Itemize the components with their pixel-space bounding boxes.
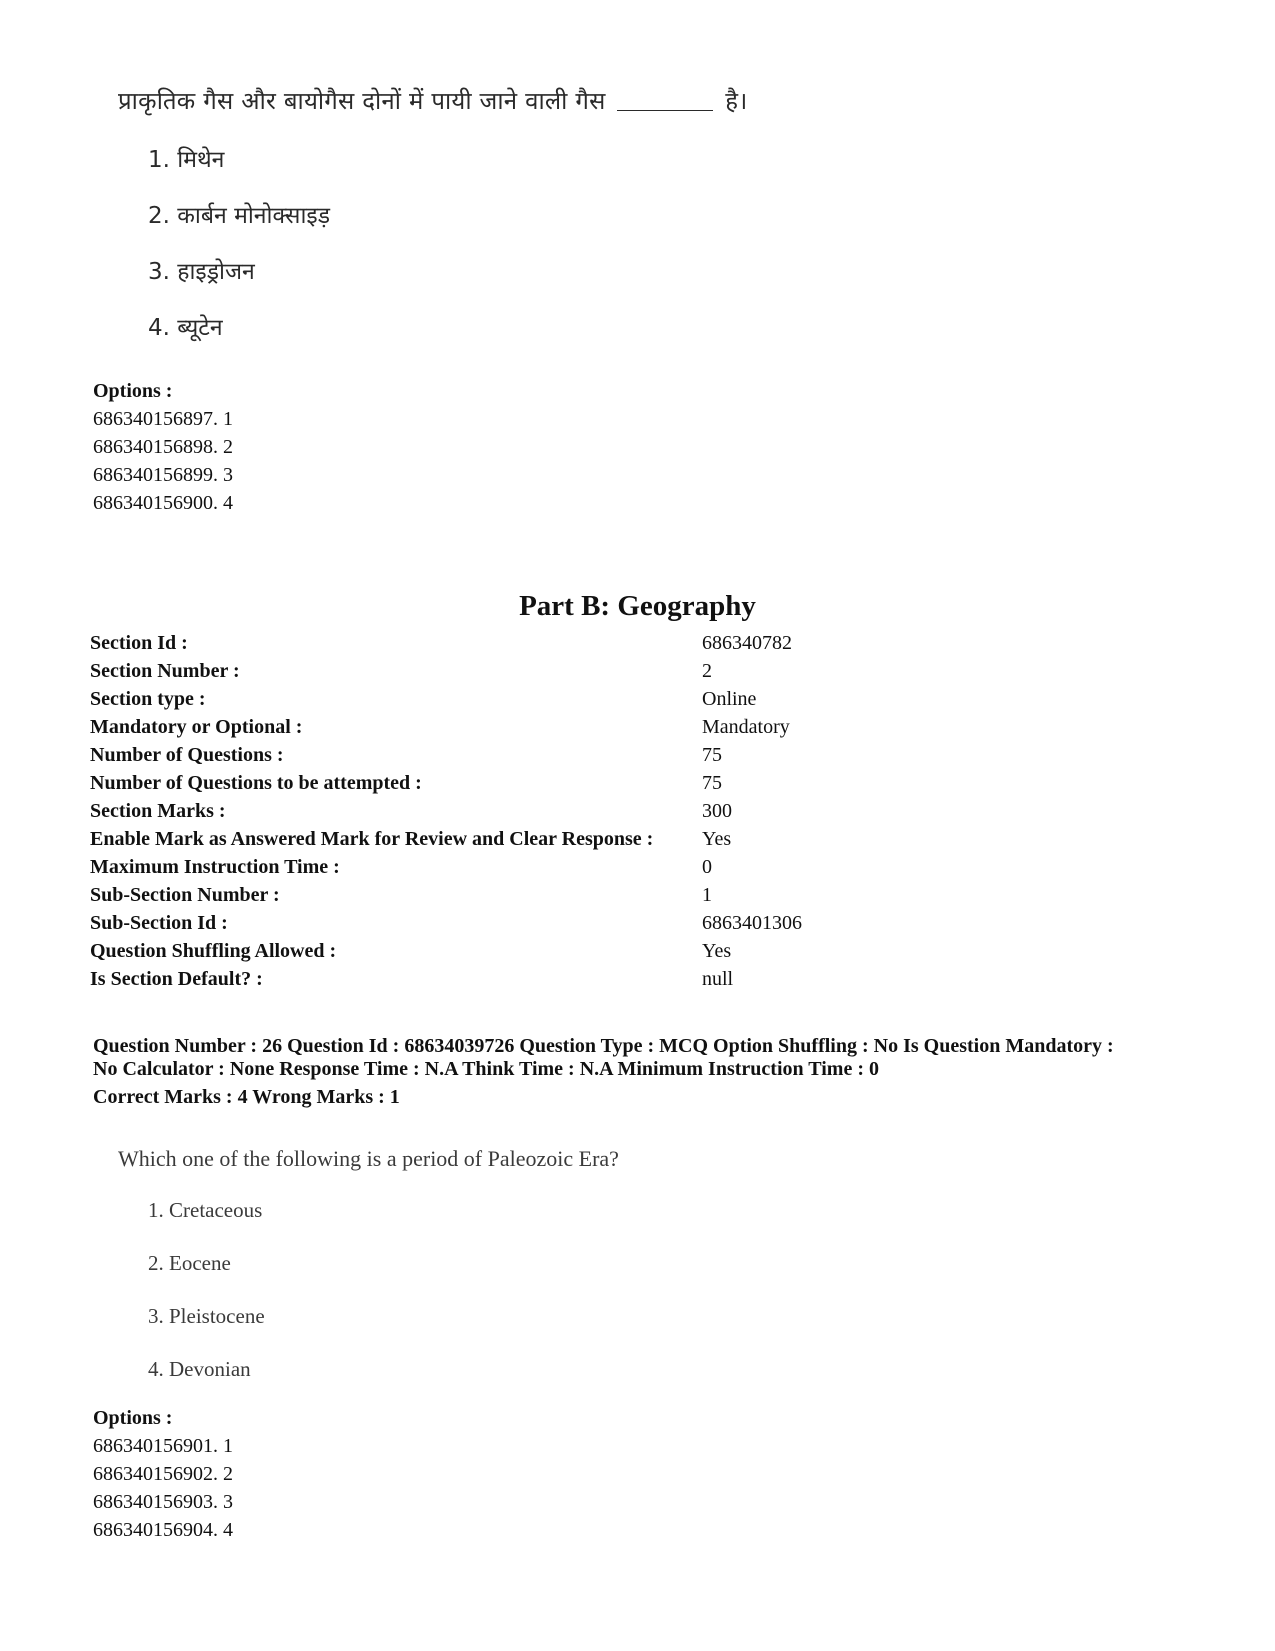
info-label: Mandatory or Optional : <box>90 716 303 738</box>
section-title: Part B: Geography <box>519 590 756 622</box>
info-value: 6863401306 <box>702 912 802 934</box>
section-info-row <box>90 772 990 800</box>
question-25-choice-4: 4. ब्यूटेन <box>148 315 223 341</box>
info-label: Section Number : <box>90 660 240 682</box>
section-info-row <box>90 828 990 856</box>
question-26-choice-2: 2. Eocene <box>148 1251 231 1275</box>
info-value: Mandatory <box>702 716 790 738</box>
section-info-row <box>90 688 990 716</box>
question-25-choice-3: 3. हाइड्रोजन <box>148 259 255 285</box>
question-25-option-2: 686340156898. 2 <box>93 436 233 458</box>
question-25-choice-1: 1. मिथेन <box>148 147 225 173</box>
question-26-option-1: 686340156901. 1 <box>93 1435 233 1457</box>
info-value: 75 <box>702 744 722 766</box>
info-value: Yes <box>702 828 732 850</box>
section-info-row <box>90 716 990 744</box>
info-value: Online <box>702 688 757 710</box>
info-label: Sub-Section Id : <box>90 912 228 934</box>
info-label: Question Shuffling Allowed : <box>90 940 337 962</box>
question-26-meta-line-2: No Calculator : None Response Time : N.A Think Time : N.A Minimum Instruction Time : 0 <box>93 1058 879 1080</box>
question-25-option-3: 686340156899. 3 <box>93 464 233 486</box>
question-25-text-after: है। <box>725 87 748 115</box>
question-25-choice-2: 2. कार्बन मोनोक्साइड़ <box>148 203 331 229</box>
info-value: 300 <box>702 800 732 822</box>
info-value: 0 <box>702 856 712 878</box>
question-25-option-4: 686340156900. 4 <box>93 492 233 514</box>
fill-in-blank <box>617 110 713 111</box>
question-26-options-label: Options : <box>93 1407 173 1429</box>
section-info-row <box>90 660 990 688</box>
info-label: Number of Questions to be attempted : <box>90 772 422 794</box>
info-label: Enable Mark as Answered Mark for Review and Clear Response : <box>90 828 654 850</box>
info-label: Number of Questions : <box>90 744 284 766</box>
question-26-option-3: 686340156903. 3 <box>93 1491 233 1513</box>
info-value: 686340782 <box>702 632 792 654</box>
question-25-option-1: 686340156897. 1 <box>93 408 233 430</box>
section-info-row <box>90 744 990 772</box>
info-label: Maximum Instruction Time : <box>90 856 340 878</box>
info-value: Yes <box>702 940 732 962</box>
question-25-options-label: Options : <box>93 380 173 402</box>
section-info-row <box>90 800 990 828</box>
question-26-meta-line-1: Question Number : 26 Question Id : 68634039726 Question Type : MCQ Option Shuffling : No Is Question Mandatory : <box>93 1035 1114 1057</box>
question-26-option-2: 686340156902. 2 <box>93 1463 233 1485</box>
question-26-choice-4: 4. Devonian <box>148 1357 251 1381</box>
section-info-row <box>90 884 990 912</box>
info-label: Section type : <box>90 688 206 710</box>
question-25-text <box>118 84 748 117</box>
section-info-row <box>90 968 990 996</box>
info-label: Section Marks : <box>90 800 226 822</box>
section-info-row <box>90 912 990 940</box>
question-26-meta-line-3: Correct Marks : 4 Wrong Marks : 1 <box>93 1086 400 1108</box>
info-label: Section Id : <box>90 632 188 654</box>
info-value: 1 <box>702 884 712 906</box>
info-value: 2 <box>702 660 712 682</box>
question-25-text-before: प्राकृतिक गैस और बायोगैस दोनों में पायी जाने वाली गैस <box>118 87 606 115</box>
section-info-row <box>90 856 990 884</box>
info-value: null <box>702 968 734 990</box>
info-label: Is Section Default? : <box>90 968 263 990</box>
question-26-choice-1: 1. Cretaceous <box>148 1198 263 1222</box>
info-label: Sub-Section Number : <box>90 884 280 906</box>
section-info-row <box>90 632 990 660</box>
question-26-text: Which one of the following is a period of Paleozoic Era? <box>118 1146 619 1171</box>
section-info-row <box>90 940 990 968</box>
question-26-option-4: 686340156904. 4 <box>93 1519 233 1541</box>
question-26-choice-3: 3. Pleistocene <box>148 1304 265 1328</box>
info-value: 75 <box>702 772 722 794</box>
